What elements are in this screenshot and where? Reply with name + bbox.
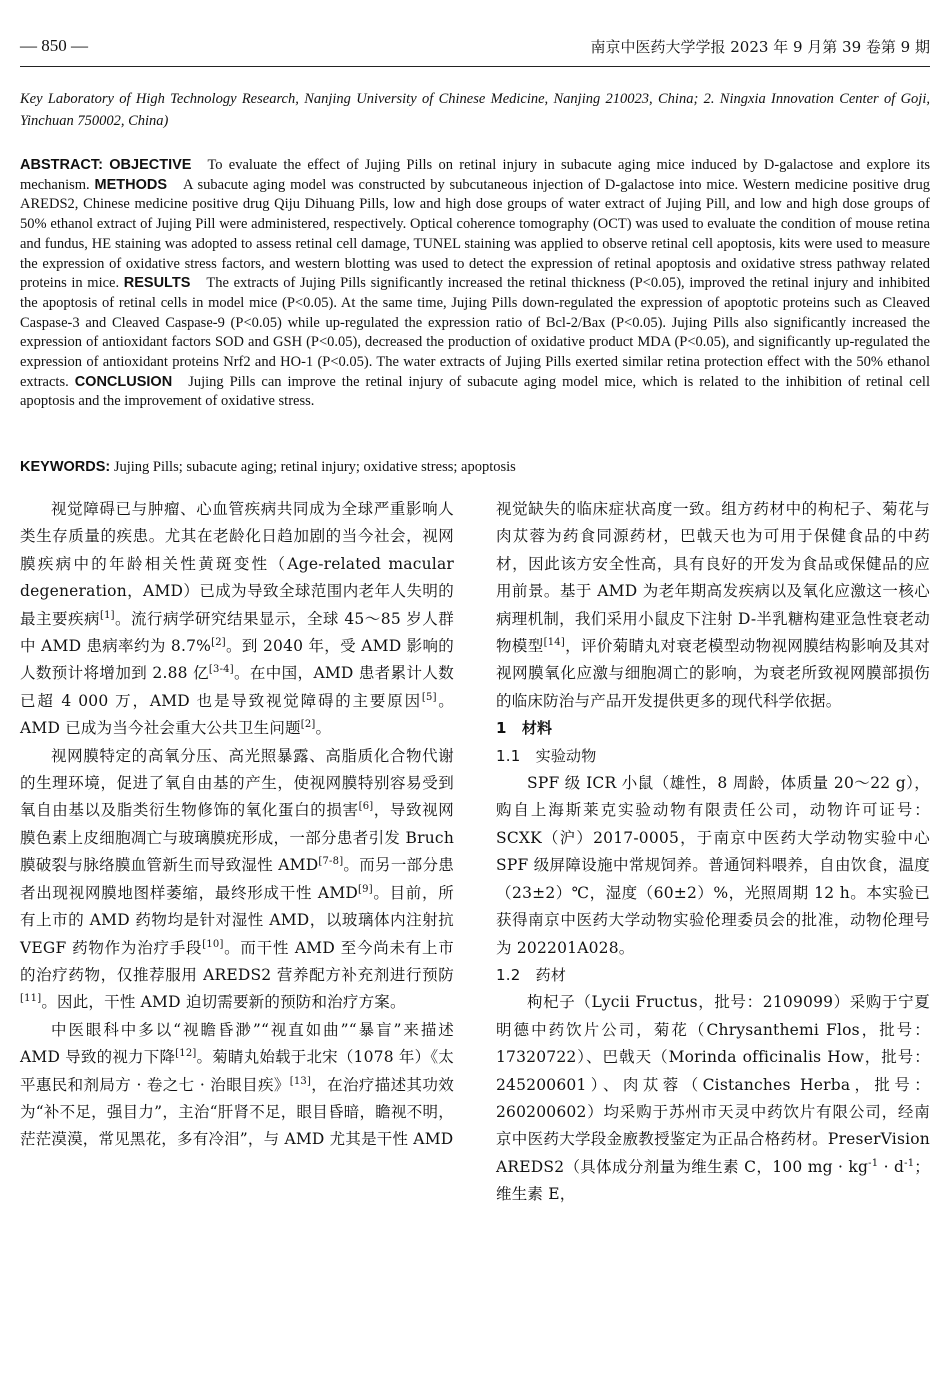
text-run: ，评价菊睛丸对衰老模型动物视网膜结构影响及其对视网膜氧化应激与细胞凋亡的影响，为衰老所致视网膜部损伤的临床防治与产品开发提供更多的现代科学依据。: [496, 637, 930, 710]
page-number: — 850 —: [20, 36, 88, 55]
keywords-label: KEYWORDS:: [20, 459, 111, 475]
conclusion-label: CONCLUSION: [74, 373, 173, 390]
methods-label: METHODS: [94, 176, 167, 193]
conclusion-text: Jujing Pills can improve the retinal injury of subacute aging model mice, which is related to the inhibition of retinal cell apoptosis and the improvement of oxidative stress.: [20, 373, 930, 410]
intro-paragraph-3-continued: [496, 496, 930, 715]
text-run: 。而干性 AMD 至今尚未有上市的治疗药物，仅推荐服用 AREDS2 营养配方补充剂进行预防: [20, 938, 454, 984]
citation: [11]: [20, 993, 42, 1005]
keywords-text: Jujing Pills; subacute aging; retinal injury; oxidative stress; apoptosis: [113, 459, 516, 475]
citation: [9]: [358, 883, 373, 895]
citation: [12]: [175, 1048, 197, 1060]
text-run: 。: [315, 719, 332, 738]
subsection-heading-animals: 1.1 实验动物: [496, 746, 597, 765]
intro-paragraph-1: [20, 496, 454, 743]
citation: [10]: [202, 938, 224, 950]
text-run: 。而另一部分患者出现视网膜地图样萎缩，最终形成干性 AMD: [20, 856, 455, 902]
citation: [2]: [300, 719, 316, 731]
text-run: ；维生素 E，: [496, 1157, 930, 1204]
text-run: 视觉缺失的临床症状高度一致。组方药材中的枸杞子、菊花与肉苁蓉为药食同源药材，巴戟天也为可用于保健食品的中药材，因此该方安全性高，具有良好的开发为食品或保健品的应用前景。基于 AMD 为老年期高发疾病以及氧化应激这一核心病理机制，我们采用小鼠皮下注射 D-半乳糖构建亚急性衰老动物模型: [496, 500, 930, 656]
citation: [7-8]: [318, 856, 344, 868]
abstract-label: ABSTRACT:: [20, 157, 103, 173]
citation: [14]: [543, 637, 565, 649]
results-text: The extracts of Jujing Pills significantly increased the retinal thickness (P<0.05), improved the retinal injury and inhibited the apoptosis of retinal cells in model mice (P<0.05). At the same time, Jujing Pills down-regulated the expression of apoptotic proteins such as Cleaved Caspase-3 and Cleaved Caspase-9 (P<0.05) while up-regulated the expression ratio of Bcl-2/Bax (P<0.05). Jujing Pills also significantly increased the expression of antioxidant factors SOD and GSH (P<0.05), decreased the production of oxidative product MDA (P<0.05), and significantly up-regulated the expression of antioxidant proteins Nrf2 and HO-1 (P<0.05). The water extracts of Jujing Pills exerted similar retina protection effect with the 50% ethanol extracts.: [20, 275, 931, 390]
text-run: 中医眼科中多以“视瞻昏渺”“视直如曲”“暴盲”来描述 AMD 导致的视力下降: [20, 1020, 454, 1067]
text-run: 。在中国，AMD 患者累计人数已超 4 000 万，AMD 也是导致视觉障碍的主要原因: [20, 664, 454, 710]
citation: [1]: [99, 609, 115, 621]
text-run: 。目前，所有上市的 AMD 药物均是针对湿性 AMD，以玻璃体内注射抗 VEGF 药物作为治疗手段: [20, 883, 454, 957]
keywords: [20, 458, 930, 477]
text-run: 视网膜特定的高氧分压、高光照暴露、高脂质化合物代谢的生理环境，促进了氧自由基的产生，使视网膜特别容易受到氧自由基以及脂类衍生物修饰的氧化蛋白的损害: [20, 746, 454, 820]
text-run: 。AMD 已成为当今社会重大公共卫生问题: [20, 691, 454, 738]
abstract: [20, 156, 930, 412]
objective-label: OBJECTIVE: [109, 157, 192, 173]
subsection-heading-herbs: 1.2 药材: [496, 965, 567, 984]
text-run: 枸杞子（Lycii Fructus，批号：2109099）采购于宁夏明德中药饮片公司，菊花（Chrysanthemi Flos，批号：17320722）、巴戟天（Morinda officinalis How，批号：245200601）、肉苁蓉（Cistanches Herba，批号：260200602）均采购于苏州市天灵中药饮片有限公司，经南京中医药大学段金廒教授鉴定为正品合格药材。PreserVision AREDS2（具体成分剂量为维生素 C，100 mg · kg: [496, 993, 930, 1176]
text-run: · d: [878, 1157, 905, 1176]
text-run: 。流行病学研究结果显示，全球 45～85 岁人群中 AMD 患病率约为 8.7%: [20, 609, 454, 656]
methods-text: A subacute aging model was constructed by subcutaneous injection of D-galactose into mice. Western medicine positive drug AREDS2, Chinese medicine positive drug Qiju Dihuang Pills, low and high dose groups of water extract of Jujing Pill, and low and high dose groups of 50% ethanol extract of Jujing Pill were administered, respectively. Optical coherence tomography (OCT) was used to evaluate the condition of mouse retina and fundus, HE staining was adopted to assess retinal cell damage, TUNEL staining was applied to observe retinal cell apoptosis, kits were used to measure the expression of oxidative stress factors, and western blotting was used to detect the expression of retinal apoptosis and oxidative stress pathway related proteins in mice.: [20, 176, 930, 292]
text-run: 。到 2040 年，受 AMD 影响的人数预计将增加到 2.88 亿: [20, 637, 454, 683]
running-header: [20, 36, 930, 62]
herbs-paragraph: [496, 989, 930, 1208]
left-column: [20, 496, 454, 1154]
citation: [2]: [211, 637, 226, 649]
right-column: [496, 496, 930, 1209]
citation: [6]: [358, 801, 374, 813]
citation: [5]: [421, 691, 437, 703]
results-label: RESULTS: [123, 275, 191, 292]
text-run: ，在治疗描述其功效为“补不足，强目力”，主治“肝肾不足，眼目昏暗，瞻视不明，茫茫漠漠，常见黑花，多有冷泪”，与 AMD 尤其是干性 AMD: [20, 1075, 455, 1149]
text-run: 视觉障碍已与肿瘤、心血管疾病共同成为全球严重影响人类生存质量的疾患。尤其在老龄化日趋加剧的当今社会，视网膜疾病中的年龄相关性黄斑变性（Age-related macular degeneration，AMD）已成为导致全球范围内老年人失明的最主要疾病: [20, 500, 454, 628]
section-heading-materials: 1 材料: [496, 719, 553, 738]
affiliation: Key Laboratory of High Technology Research, Nanjing University of Chinese Medicine, Nanjing 210023, China; 2. Ningxia Innovation Center of Goji, Yinchuan 750002, China): [20, 91, 930, 129]
animals-paragraph: SPF 级 ICR 小鼠（雄性，8 周龄，体质量 20～22 g），购自上海斯莱克实验动物有限责任公司，动物许可证号：SCXK（沪）2017-0005，于南京中医药大学动物实验中心 SPF 级屏障设施中常规饲养。普通饲料喂养，自由饮食，温度（23±2）℃，湿度（60±2）%，光照周期 12 h。本实验已获得南京中医药大学动物实验伦理委员会的批准，动物伦理号为 202201A028。: [496, 774, 930, 957]
text-run: ，导致视网膜色素上皮细胞凋亡与玻璃膜疣形成，一部分患者引发 Bruch 膜破裂与脉络膜血管新生而导致湿性 AMD: [20, 801, 454, 875]
journal-title: 南京中医药大学学报 2023 年 9 月第 39 卷第 9 期: [590, 38, 930, 56]
citation: [13]: [289, 1075, 312, 1087]
header-rule: [20, 66, 930, 67]
text-run: 。因此，干性 AMD 迫切需要新的预防和治疗方案。: [41, 993, 406, 1012]
superscript: -1: [868, 1157, 879, 1169]
text-run: 。菊睛丸始载于北宋（1078 年）《太平惠民和剂局方 · 卷之七 · 治眼目疾》: [20, 1048, 454, 1094]
intro-paragraph-2: [20, 743, 454, 1017]
objective-text: To evaluate the effect of Jujing Pills on retinal injury in subacute aging mice induced by D-galactose and explore its mechanism.: [20, 157, 931, 193]
citation: [3-4]: [208, 664, 234, 676]
superscript: -1: [904, 1157, 915, 1169]
intro-paragraph-3: [20, 1017, 454, 1154]
